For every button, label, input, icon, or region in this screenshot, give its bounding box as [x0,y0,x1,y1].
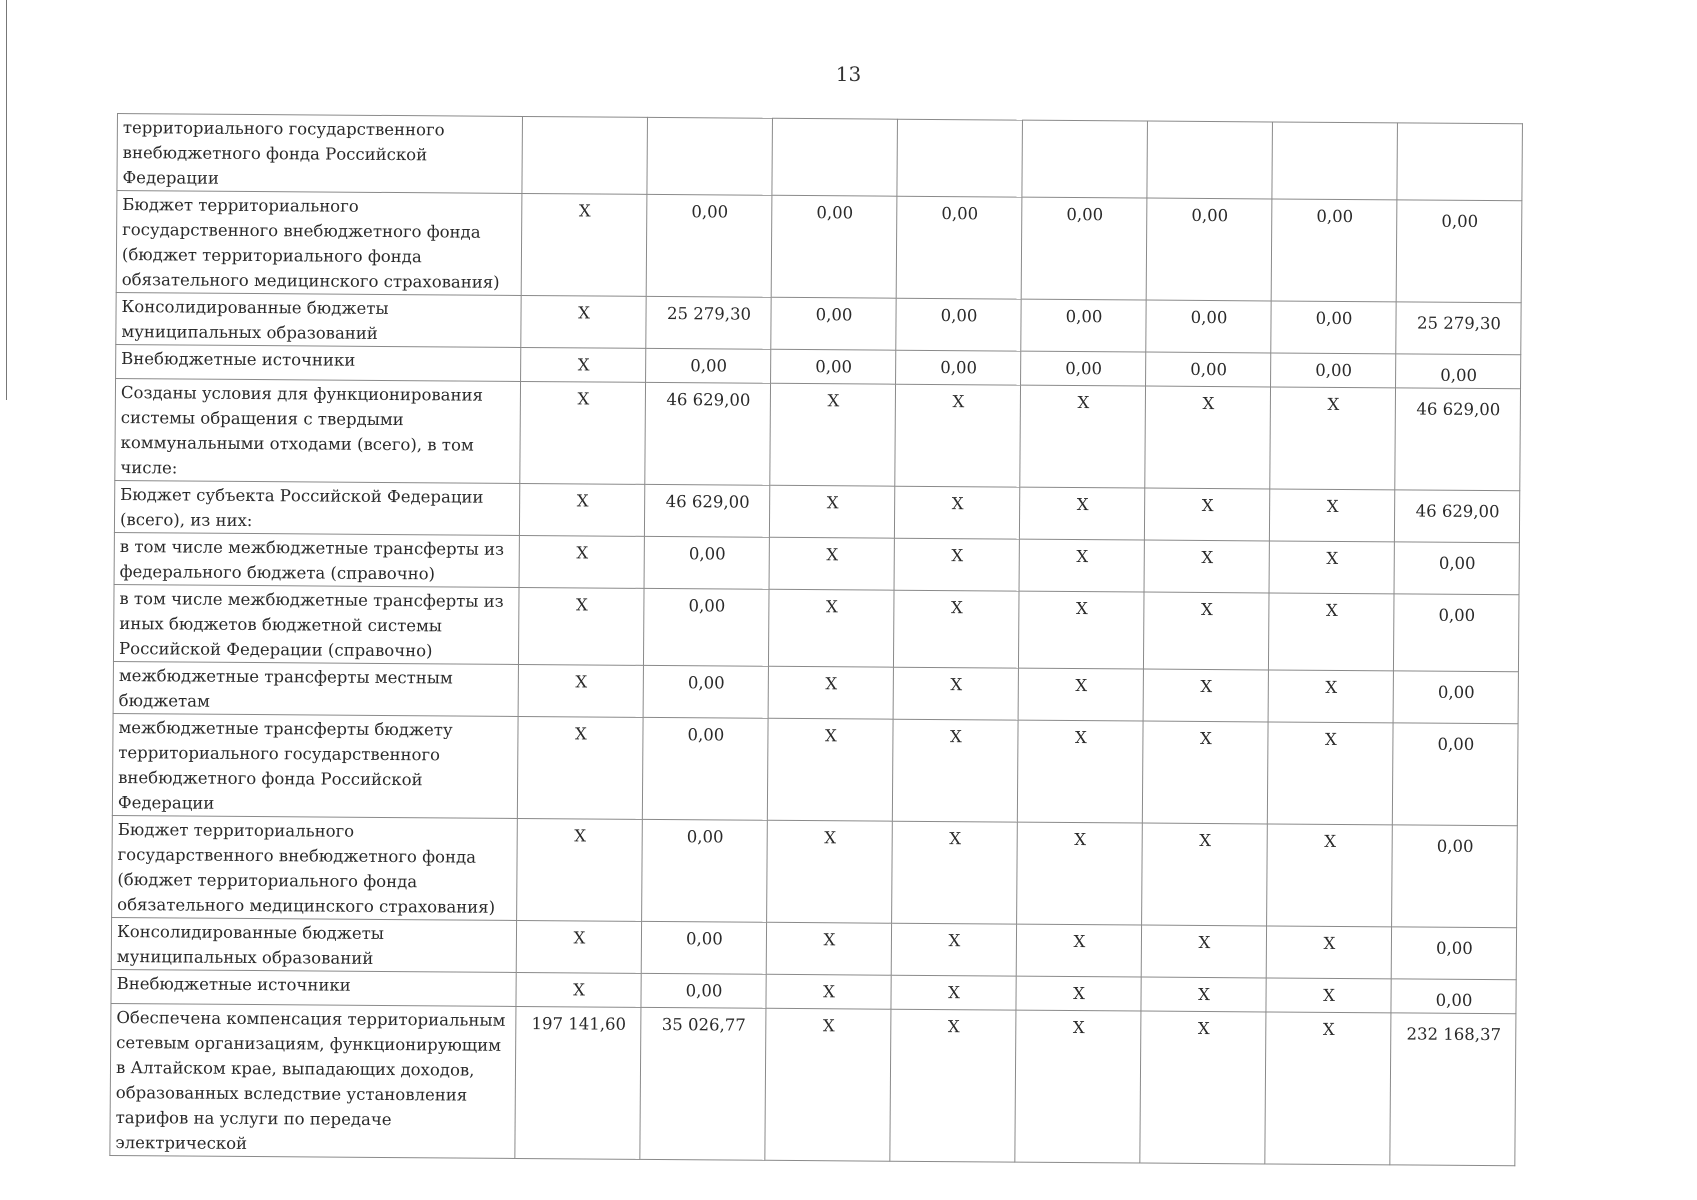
value-cell: X [1269,489,1394,542]
value-cell: X [894,486,1019,539]
value-cell: X [1267,824,1393,927]
value-cell: 0,00 [1021,197,1147,300]
value-cell: 197 141,60 [515,1006,641,1159]
value-cell: X [895,384,1021,487]
value-cell: 0,00 [641,921,766,974]
table-row [115,378,1521,490]
page-edge-line [6,0,7,400]
row-label: Бюджет субъекта Российской Федерации (всего), из них: [114,480,519,535]
value-cell: 25 279,30 [646,296,771,349]
value-cell: X [1142,823,1268,926]
value-cell: 0,00 [646,348,771,383]
value-cell: X [766,974,891,1009]
value-cell: 0,00 [1021,299,1146,352]
value-cell: 0,00 [896,350,1021,385]
value-cell: X [1141,925,1266,978]
value-cell: X [1266,926,1391,979]
value-cell: X [1016,924,1141,977]
value-cell: X [769,537,894,590]
value-cell: 0,00 [1393,594,1519,672]
value-cell: X [1266,978,1391,1013]
value-cell: X [770,383,896,486]
value-cell [1022,120,1148,198]
row-label: межбюджетные трансферты бюджету территориального государственного внебюджетного фонда Российской Федерации [112,713,518,818]
value-cell: X [1017,822,1143,925]
table-row [112,713,1518,825]
value-cell: X [1018,591,1144,669]
row-label: Консолидированные бюджеты муниципальных образований [111,917,516,972]
value-cell: X [768,589,894,667]
value-cell: X [516,972,641,1007]
budget-table-body [110,114,1523,1166]
row-label: Консолидированные бюджеты муниципальных образований [116,292,521,347]
value-cell: X [1019,539,1144,592]
value-cell: X [1268,670,1393,723]
value-cell: 35 026,77 [640,1007,766,1160]
table-row [110,1003,1516,1165]
value-cell [522,116,648,194]
table-row [116,292,1521,354]
value-cell: X [518,587,644,665]
table-row [117,114,1523,201]
value-cell: X [519,483,644,536]
value-cell: X [1020,385,1146,488]
value-cell: X [769,485,894,538]
table-row [113,584,1519,671]
value-cell: 25 279,30 [1396,302,1521,355]
value-cell: X [890,1009,1016,1162]
value-cell: 0,00 [1391,927,1516,980]
value-cell: X [893,590,1019,668]
page-number: 13 [835,62,862,86]
value-cell: X [891,975,1016,1010]
value-cell: 46 629,00 [1395,388,1521,491]
value-cell: X [767,820,893,923]
value-cell: 0,00 [1396,200,1522,303]
value-cell: 0,00 [1391,979,1516,1014]
value-cell: 0,00 [646,194,772,297]
value-cell: X [520,381,646,484]
value-cell: 0,00 [642,717,768,820]
value-cell: X [766,922,891,975]
value-cell: X [1269,541,1394,594]
value-cell: X [1270,387,1396,490]
value-cell: 0,00 [641,973,766,1008]
value-cell: X [1143,669,1268,722]
value-cell: 0,00 [1021,351,1146,386]
value-cell: 0,00 [1392,723,1518,826]
value-cell: 0,00 [1271,199,1397,302]
value-cell [647,117,773,195]
value-cell: X [1144,540,1269,593]
value-cell: X [767,718,893,821]
value-cell: 46 629,00 [644,484,769,537]
value-cell: X [517,818,643,921]
value-cell: X [1268,593,1394,671]
value-cell: X [1144,488,1269,541]
value-cell: X [1141,977,1266,1012]
value-cell [1147,121,1273,199]
value-cell: X [1015,1010,1141,1163]
row-label: в том числе межбюджетные трансферты из федерального бюджета (справочно) [114,532,519,587]
value-cell: X [892,719,1018,822]
value-cell: 0,00 [1396,354,1521,389]
value-cell: X [765,1008,891,1161]
table-row [112,815,1518,927]
value-cell: 0,00 [1146,300,1271,353]
value-cell: 0,00 [896,298,1021,351]
value-cell: 0,00 [1271,353,1396,388]
value-cell: X [521,347,646,382]
value-cell: X [521,193,647,296]
row-label: Обеспечена компенсация территориальным сетевым организациям, функционирующим в Алтайском крае, выпадающих доходов, образованных вследствие установления тарифов на услуги по передаче электрической [110,1003,516,1158]
value-cell: 46 629,00 [645,382,771,485]
row-label: межбюджетные трансферты местным бюджетам [113,661,518,716]
row-label: Внебюджетные источники [116,344,521,381]
value-cell: 0,00 [644,536,769,589]
value-cell: X [1019,487,1144,540]
value-cell: X [517,716,643,819]
value-cell [1397,123,1523,201]
value-cell: 0,00 [896,196,1022,299]
table-row [111,917,1516,979]
value-cell: X [1143,592,1269,670]
value-cell: X [891,923,1016,976]
value-cell: 0,00 [1394,542,1519,595]
value-cell: 0,00 [771,349,896,384]
row-label: Бюджет территориального государственного внебюджетного фонда (бюджет территориального фонда обязательного медицинского страхования) [116,191,522,296]
value-cell [1272,122,1398,200]
value-cell: X [1016,976,1141,1011]
table-row [114,532,1519,594]
row-label: Созданы условия для функционирования системы обращения с твердыми коммунальными отходами (всего), в том числе: [115,378,521,483]
value-cell: 0,00 [1392,825,1518,928]
value-cell: X [1140,1011,1266,1164]
value-cell: X [1265,1012,1391,1165]
value-cell: X [1142,721,1268,824]
value-cell: X [516,920,641,973]
value-cell: X [1267,722,1393,825]
value-cell [897,119,1023,197]
value-cell: X [518,664,643,717]
value-cell: 0,00 [1271,301,1396,354]
value-cell: X [519,535,644,588]
value-cell: X [894,538,1019,591]
value-cell [772,118,898,196]
value-cell: X [521,295,646,348]
value-cell: 0,00 [1146,198,1272,301]
row-label: в том числе межбюджетные трансферты из иных бюджетов бюджетной системы Российской Федерации (справочно) [113,584,519,664]
value-cell: 0,00 [643,665,768,718]
value-cell: 0,00 [1146,352,1271,387]
value-cell: X [892,821,1018,924]
value-cell: 0,00 [771,297,896,350]
row-label: Бюджет территориального государственного внебюджетного фонда (бюджет территориального фонда обязательного медицинского страхования) [112,815,518,920]
value-cell: 0,00 [1393,671,1518,724]
row-label: Внебюджетные источники [111,969,516,1006]
value-cell: 232 168,37 [1390,1013,1516,1166]
value-cell: X [1145,386,1271,489]
value-cell: 0,00 [642,819,768,922]
budget-table [109,113,1523,1166]
table-row [116,191,1522,303]
value-cell: X [1018,668,1143,721]
value-cell: X [1017,720,1143,823]
value-cell: X [768,666,893,719]
value-cell: 0,00 [643,588,769,666]
value-cell: 0,00 [771,195,897,298]
value-cell: 46 629,00 [1394,490,1519,543]
value-cell: X [893,667,1018,720]
row-label: территориального государственного внебюджетного фонда Российской Федерации [117,114,523,194]
